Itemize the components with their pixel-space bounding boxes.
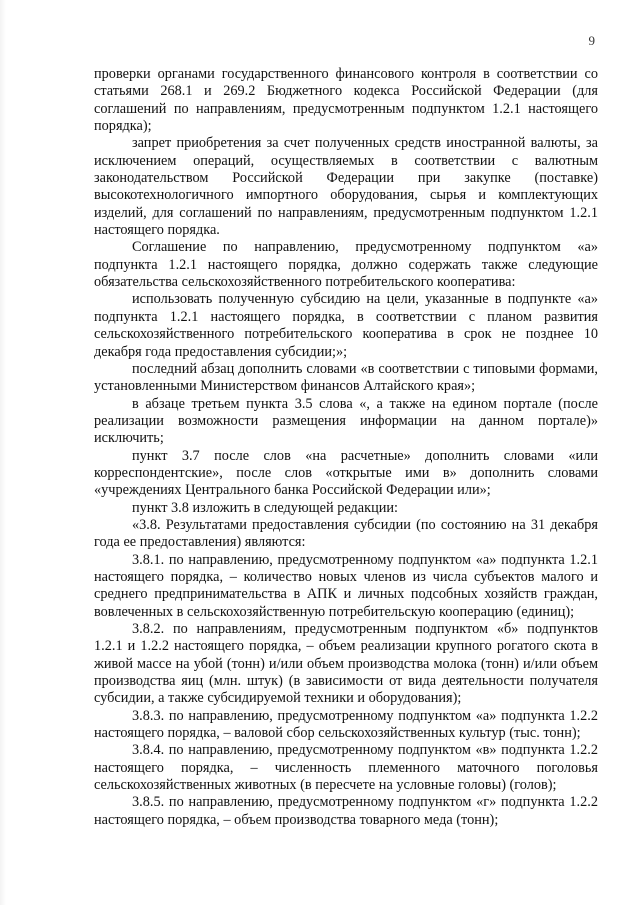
paragraph-3-8-5: 3.8.5. по направлению, предусмотренному подпунктом «г» подпункта 1.2.2 настоящего порядка, – объем производства товарного меда (тонн);: [94, 794, 598, 828]
paragraph-3-8-1: 3.8.1. по направлению, предусмотренному подпунктом «а» подпункта 1.2.1 настоящего порядка, – количество новых членов из числа субъектов малого и среднего предпринимательства в АПК и личных подсобных хозяйств граждан, вовлеченных в сельскохозяйственную потребительскую кооперацию (единиц);: [94, 551, 598, 620]
page-number: 9: [588, 33, 595, 48]
paragraph-agreement-obligations: Соглашение по направлению, предусмотренному подпунктом «а» подпункта 1.2.1 настоящего порядка, должно содержать также следующие обязательства сельскохозяйственного потребительского кооператива:: [94, 239, 598, 291]
paragraph-last-clause: последний абзац дополнить словами «в соответствии с типовыми формами, установленными Министерством финансов Алтайского края»;: [94, 360, 598, 395]
paragraph-3-8-2: 3.8.2. по направлениям, предусмотренным подпунктом «б» подпунктов 1.2.1 и 1.2.2 настоящего порядка, – объем реализации крупного рогатого скота в живой массе на убой (тонн) и/или объем производства молока (тонн) и/или объем производства яиц (млн. штук) (в зависимости от вида деятельности получателя субсидии, а также субсидируемой техники и оборудования);: [94, 621, 598, 707]
paragraph-3-8-4: 3.8.4. по направлению, предусмотренному подпунктом «в» подпункта 1.2.2 настоящего порядка, – численность племенного маточного поголовья сельскохозяйственных животных (в пересчете на условные головы) (голов);: [94, 742, 598, 794]
document-body: [94, 66, 598, 829]
paragraph-point-3-5: в абзаце третьем пункта 3.5 слова «, а также на едином портале (после реализации возможности размещения информации на данном портале)» исключить;: [94, 395, 598, 447]
paragraph-point-3-8-intro: пункт 3.8 изложить в следующей редакции:: [132, 499, 399, 516]
paragraph-3-8-3: 3.8.3. по направлению, предусмотренному подпунктом «а» подпункта 1.2.2 настоящего порядка, – валовой сбор сельскохозяйственных культур (тыс. тонн);: [94, 707, 598, 742]
paragraph-point-3-7: пункт 3.7 после слов «на расчетные» дополнить словами «или корреспондентские», после слов «открытые ими в» дополнить словами «учреждениях Центрального банка Российской Федерации или»;: [94, 447, 598, 499]
paragraph-audit-control: проверки органами государственного финансового контроля в соответствии со статьями 268.1 и 269.2 Бюджетного кодекса Российской Федерации (для соглашений по направлениям, предусмотренным подпунктом 1.2.1 настоящего порядка);: [94, 66, 598, 135]
paragraph-use-subsidy: использовать полученную субсидию на цели, указанные в подпункте «а» подпункта 1.2.1 настоящего порядка, в соответствии с планом развития сельскохозяйственного потребительского кооператива в срок не позднее 10 декабря года предоставления субсидии;»;: [94, 291, 598, 360]
scan-edge: [0, 0, 6, 905]
paragraph-3-8-results: «3.8. Результатами предоставления субсидии (по состоянию на 31 декабря года ее предоставления) являются:: [94, 516, 598, 551]
paragraph-currency-ban: запрет приобретения за счет полученных средств иностранной валюты, за исключением операций, осуществляемых в соответствии с валютным законодательством Российской Федерации при закупке (поставке) высокотехнологичного импортного оборудования, сырья и комплектующих изделий, для соглашений по направлениям, предусмотренным подпунктом 1.2.1 настоящего порядка.: [94, 135, 598, 239]
